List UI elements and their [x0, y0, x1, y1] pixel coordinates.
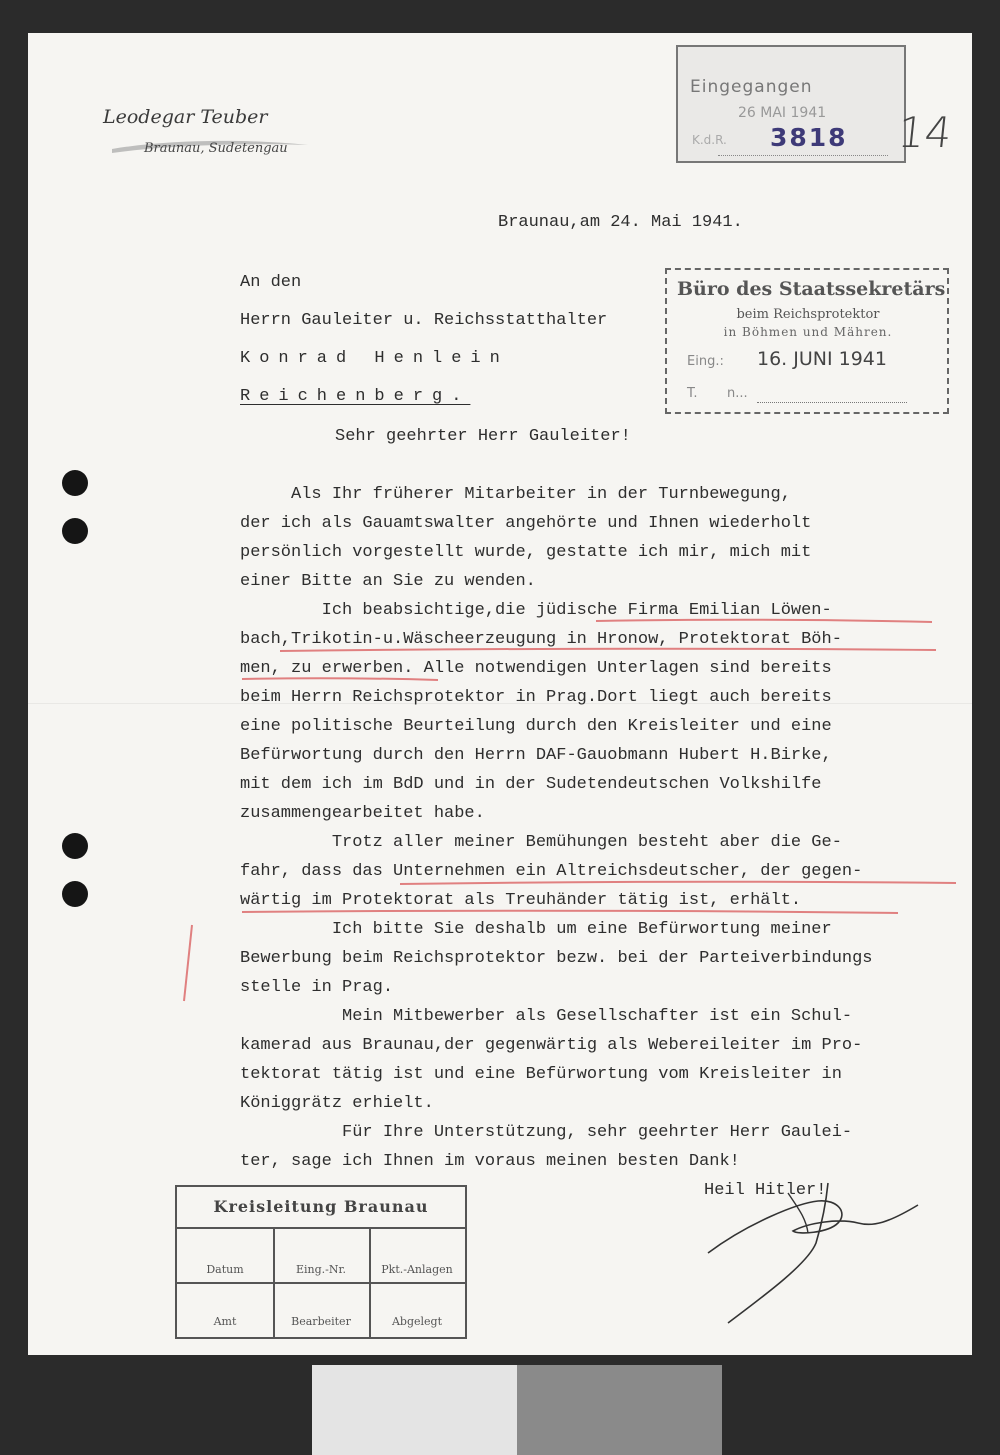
gray-swatch-light — [312, 1365, 517, 1455]
closing: Heil Hitler! — [704, 1181, 827, 1200]
body-line: Trotz aller meiner Bemühungen besteht aber die Ge- — [240, 833, 842, 852]
district-stamp-title: Kreisleitung Braunau — [213, 1197, 429, 1216]
district-stamp-cell: Abgelegt — [391, 1315, 443, 1328]
body-line: wärtig im Protektorat als Treuhänder tätig ist, erhält. — [240, 891, 802, 910]
district-stamp-rule — [177, 1282, 465, 1284]
gray-swatch-mid — [517, 1365, 722, 1455]
body-line: ter, sage ich Ihnen im voraus meinen besten Dank! — [240, 1152, 740, 1171]
body-line: einer Bitte an Sie zu wenden. — [240, 572, 536, 591]
letterhead-place: Braunau, Sudetengau — [144, 141, 288, 156]
district-stamp-cell: Bearbeiter — [291, 1315, 351, 1328]
body-line: Befürwortung durch den Herrn DAF-Gauobmann Hubert H.Birke, — [240, 746, 832, 765]
body-line: Als Ihr früherer Mitarbeiter in der Turnbewegung, — [240, 485, 791, 504]
address-line-1: An den — [240, 273, 302, 292]
punch-hole — [62, 518, 88, 544]
address-line-4: Reichenberg. — [240, 387, 471, 406]
district-stamp-cell: Amt — [213, 1315, 237, 1328]
body-line: bach,Trikotin-u.Wäscheerzeugung in Hronow, Protektorat Böh- — [240, 630, 842, 649]
address-line-2: Herrn Gauleiter u. Reichsstatthalter — [240, 311, 608, 330]
body-line: tektorat tätig ist und eine Befürwortung vom Kreisleiter in — [240, 1065, 842, 1084]
handwritten-signature — [688, 1163, 928, 1333]
office-stamp — [665, 268, 949, 414]
body-line: der ich als Gauamtswalter angehörte und Ihnen wiederholt — [240, 514, 812, 533]
body-line: Königgrätz erhielt. — [240, 1094, 434, 1113]
received-stamp — [676, 45, 906, 163]
salutation: Sehr geehrter Herr Gauleiter! — [335, 427, 631, 446]
punch-hole — [62, 833, 88, 859]
gray-scale-strip — [312, 1365, 722, 1455]
office-stamp-n-label: n... — [727, 386, 748, 401]
office-stamp-eing-label: Eing.: — [687, 354, 724, 369]
office-stamp-line-3: in Böhmen und Mähren. — [723, 325, 893, 339]
received-stamp-date: 26 MAI 1941 — [738, 105, 827, 121]
body-line: Mein Mitbewerber als Gesellschafter ist ein Schul- — [240, 1007, 853, 1026]
received-stamp-number: 3818 — [770, 123, 848, 152]
letter-page — [28, 33, 972, 1355]
date-line: Braunau,am 24. Mai 1941. — [498, 213, 743, 232]
office-stamp-date: 16. JUNI 1941 — [757, 348, 887, 370]
office-stamp-dotted-line — [757, 402, 907, 403]
body-line: persönlich vorgestellt wurde, gestatte ich mir, mich mit — [240, 543, 812, 562]
body-line: fahr, dass das Unternehmen ein Altreichsdeutscher, der gegen- — [240, 862, 863, 881]
district-stamp — [175, 1185, 467, 1339]
address-line-3: Konrad Henlein — [240, 349, 509, 368]
body-line: Ich bitte Sie deshalb um eine Befürwortung meiner — [240, 920, 832, 939]
body-line: Für Ihre Unterstützung, sehr geehrter Herr Gaulei- — [240, 1123, 853, 1142]
red-margin-stroke — [178, 923, 198, 1003]
margin-note: 14 — [895, 108, 955, 157]
body-line: Bewerbung beim Reichsprotektor bezw. bei der Parteiverbindungs — [240, 949, 873, 968]
body-line: stelle in Prag. — [240, 978, 394, 997]
punch-hole — [62, 470, 88, 496]
office-stamp-t-label: T. — [687, 386, 698, 401]
body-line: men, zu erwerben. Alle notwendigen Unterlagen sind bereits — [240, 659, 832, 678]
district-stamp-cell: Eing.-Nr. — [295, 1263, 347, 1276]
body-line: beim Herrn Reichsprotektor in Prag.Dort liegt auch bereits — [240, 688, 832, 707]
received-stamp-dotted-line — [718, 155, 888, 156]
body-line: Ich beabsichtige,die jüdische Firma Emilian Löwen- — [240, 601, 832, 620]
body-line: kamerad aus Braunau,der gegenwärtig als Webereileiter im Pro- — [240, 1036, 863, 1055]
body-line: mit dem ich im BdD und in der Sudetendeutschen Volkshilfe — [240, 775, 822, 794]
district-stamp-cell: Pkt.-Anlagen — [381, 1263, 453, 1276]
punch-hole — [62, 881, 88, 907]
letterhead-name: Leodegar Teuber — [103, 106, 268, 128]
body-line: zusammengearbeitet habe. — [240, 804, 485, 823]
office-stamp-line-2: beim Reichsprotektor — [736, 307, 880, 322]
district-stamp-rule — [177, 1227, 465, 1229]
received-stamp-title: Eingegangen — [690, 77, 813, 97]
office-stamp-line-1: Büro des Staatssekretärs — [677, 278, 946, 300]
district-stamp-cell: Datum — [206, 1263, 244, 1276]
body-line: eine politische Beurteilung durch den Kreisleiter und eine — [240, 717, 832, 736]
received-stamp-prefix: K.d.R. — [692, 133, 727, 147]
